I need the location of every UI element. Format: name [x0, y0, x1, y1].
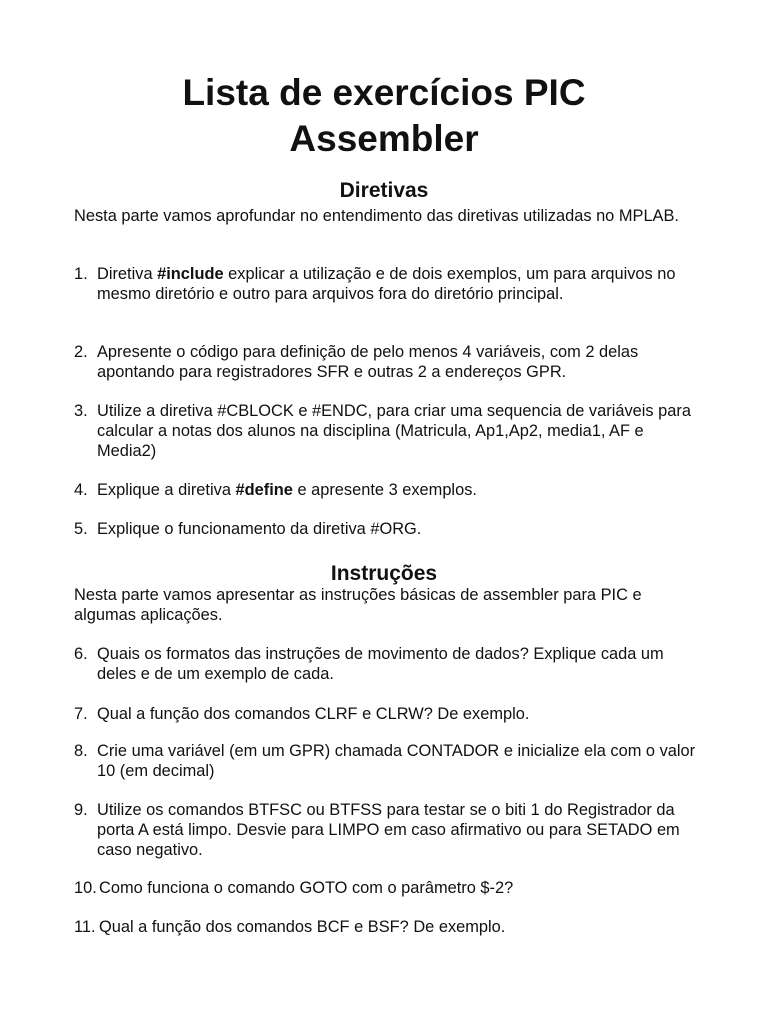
document-title-line-2: Assembler: [289, 118, 479, 159]
exercise-item-11: [74, 917, 704, 937]
directive-keyword: #define: [235, 481, 293, 499]
exercise-number: 8.: [74, 742, 88, 760]
document-title: [0, 70, 768, 162]
exercise-item-6: [74, 644, 704, 684]
exercise-text: Qual a função dos comandos CLRF e CLRW? De exemplo.: [97, 705, 530, 723]
exercise-text: Qual a função dos comandos BCF e BSF? De exemplo.: [99, 918, 506, 936]
section-intro-instrucoes: Nesta parte vamos apresentar as instruções básicas de assembler para PIC e algumas aplicações.: [74, 586, 642, 624]
section-heading-diretivas: Diretivas: [339, 179, 429, 202]
exercise-item-3: [74, 401, 704, 461]
exercise-number: 5.: [74, 520, 88, 538]
exercise-number: 4.: [74, 481, 88, 499]
section-intro-diretivas: Nesta parte vamos aprofundar no entendimento das diretivas utilizadas no MPLAB.: [74, 207, 679, 225]
section-heading-instrucoes: Instruções: [330, 562, 438, 585]
exercise-item-4: [74, 480, 704, 500]
exercise-number: 3.: [74, 402, 88, 420]
exercise-number: 6.: [74, 645, 88, 663]
exercise-text: Quais os formatos das instruções de movimento de dados? Explique cada um deles e de um exemplo de cada.: [97, 645, 664, 683]
exercise-number: 2.: [74, 343, 88, 361]
exercise-text: Explique o funcionamento da diretiva #ORG.: [97, 520, 422, 538]
exercise-item-2: [74, 342, 704, 382]
exercise-item-9: [74, 800, 704, 860]
exercise-text: Utilize a diretiva #CBLOCK e #ENDC, para criar uma sequencia de variáveis para calcular a notas dos alunos na disciplina (Matricula, Ap1,Ap2, media1, AF e Media2): [97, 402, 691, 460]
exercise-text: Crie uma variável (em um GPR) chamada CONTADOR e inicialize ela com o valor 10 (em decimal): [97, 742, 696, 780]
directive-keyword: #include: [157, 265, 224, 283]
document-title-line-1: Lista de exercícios PIC: [182, 72, 586, 113]
exercise-text: Como funciona o comando GOTO com o parâmetro $-2?: [99, 879, 514, 897]
exercise-text: Utilize os comandos BTFSC ou BTFSS para testar se o biti 1 do Registrador da porta A está limpo. Desvie para LIMPO em caso afirmativo ou para SETADO em caso negativo.: [97, 801, 680, 859]
exercise-item-7: [74, 704, 704, 724]
exercise-text: Diretiva #include explicar a utilização e de dois exemplos, um para arquivos no mesmo diretório e outro para arquivos fora do diretório principal.: [97, 265, 676, 303]
exercise-number: 1.: [74, 265, 88, 283]
exercise-number: 7.: [74, 705, 88, 723]
exercise-item-1: [74, 264, 704, 304]
exercise-number: 10.: [74, 879, 97, 897]
exercise-item-10: [74, 878, 704, 898]
exercise-number: 11.: [74, 918, 96, 936]
exercise-number: 9.: [74, 801, 88, 819]
exercise-text: Explique a diretiva #define e apresente 3 exemplos.: [97, 481, 477, 499]
exercise-item-5: [74, 519, 704, 539]
exercise-text: Apresente o código para definição de pelo menos 4 variáveis, com 2 delas apontando para registradores SFR e outras 2 a endereços GPR.: [97, 343, 639, 381]
exercise-item-8: [74, 741, 704, 781]
